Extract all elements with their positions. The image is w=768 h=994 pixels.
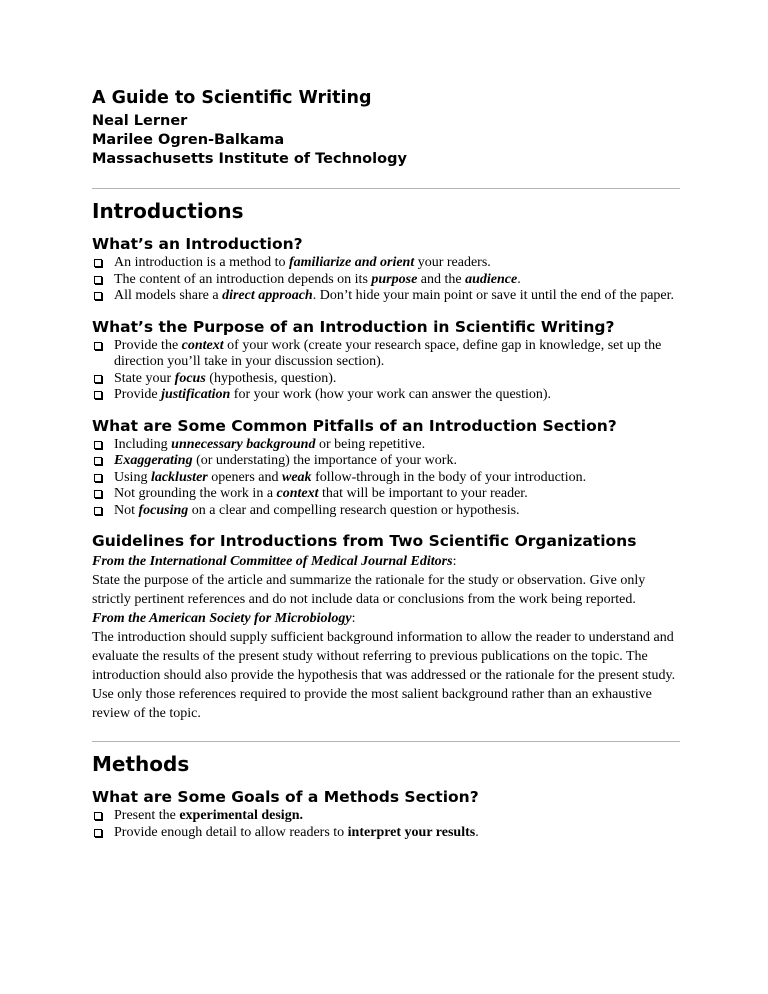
list-item: Including unnecessary background or being repetitive. [92, 437, 680, 454]
guideline-source: From the International Committee of Medical Journal Editors: [92, 554, 457, 569]
checkbox-bullet-icon [94, 375, 102, 383]
list-item: Provide the context of your work (create your research space, define gap in knowledge, set up the direction you’ll take in your discussion section). [92, 338, 680, 371]
list-item: Provide enough detail to allow readers to interpret your results. [92, 825, 680, 842]
document-header [92, 88, 680, 169]
subsection-title: What are Some Common Pitfalls of an Introduction Section? [92, 416, 617, 435]
checkbox-bullet-icon [94, 812, 102, 820]
checkbox-bullet-icon [94, 474, 102, 482]
checkbox-bullet-icon [94, 391, 102, 399]
subsection-title: What are Some Goals of a Methods Section? [92, 788, 479, 806]
list-item: All models share a direct approach. Don’t hide your main point or save it until the end of the paper. [92, 288, 680, 305]
checkbox-bullet-icon [94, 276, 102, 284]
checkbox-bullet-icon [94, 342, 102, 350]
checkbox-list [92, 255, 680, 305]
list-item: Present the experimental design. [92, 808, 680, 825]
section-title-introductions: Introductions [92, 199, 244, 223]
checkbox-list [92, 437, 680, 520]
checkbox-list [92, 338, 680, 404]
document-page [92, 88, 680, 841]
guideline-source: From the American Society for Microbiology: [92, 611, 356, 626]
author-line: Neal Lerner [92, 113, 188, 129]
subsection-title: What’s an Introduction? [92, 235, 303, 253]
list-item: Using lackluster openers and weak follow-through in the body of your introduction. [92, 470, 680, 487]
list-item: State your focus (hypothesis, question). [92, 371, 680, 388]
list-item: Provide justification for your work (how your work can answer the question). [92, 387, 680, 404]
checkbox-bullet-icon [94, 457, 102, 465]
checkbox-bullet-icon [94, 507, 102, 515]
section-title-methods: Methods [92, 752, 190, 776]
checkbox-bullet-icon [94, 490, 102, 498]
subsection-title: What’s the Purpose of an Introduction in Scientific Writing? [92, 317, 615, 336]
author-line: Marilee Ogren-Balkama [92, 132, 285, 148]
list-item: Exaggerating (or understating) the importance of your work. [92, 453, 680, 470]
checkbox-list [92, 808, 680, 841]
checkbox-bullet-icon [94, 259, 102, 267]
subsection-title: Guidelines for Introductions from Two Scientific Organizations [92, 532, 637, 550]
list-item: Not focusing on a clear and compelling research question or hypothesis. [92, 503, 680, 520]
list-item: Not grounding the work in a context that will be important to your reader. [92, 486, 680, 503]
checkbox-bullet-icon [94, 829, 102, 837]
list-item: An introduction is a method to familiarize and orient your readers. [92, 255, 680, 272]
document-title: A Guide to Scientific Writing [92, 88, 372, 108]
checkbox-bullet-icon [94, 441, 102, 449]
guideline-text: The introduction should supply sufficient background information to allow the reader to understand and evaluate the results of the present study without referring to previous publications on the topic. The introduction should also provide the hypothesis that was addressed or the rationale for the present study. Use only those references required to provide the most salient background rather than an exhaustive review of the topic. [92, 630, 676, 721]
checkbox-bullet-icon [94, 292, 102, 300]
guideline-text: State the purpose of the article and summarize the rationale for the study or observation. Give only strictly pertinent references and do not include data or conclusions from the work being reported. [92, 573, 646, 607]
list-item: The content of an introduction depends on its purpose and the audience. [92, 272, 680, 289]
institution-line: Massachusetts Institute of Technology [92, 151, 407, 167]
